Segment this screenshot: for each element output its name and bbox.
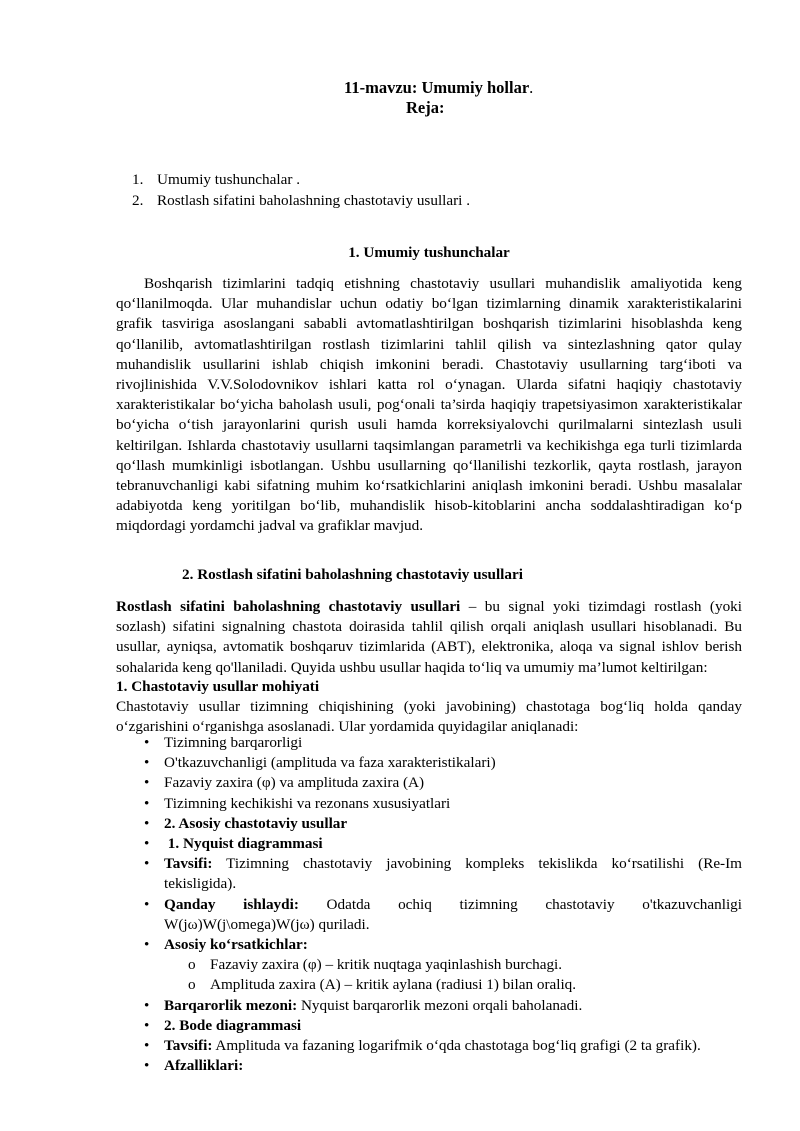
list-item: • Qanday ishlaydi: Odatda ochiq tizimning chastotaviy o'tkazuvchanligi W(jω)W(j\omega)W(jω) quriladi. <box>144 895 742 933</box>
plan-item: 2. Rostlash sifatini baholashning chastotaviy usullari . <box>132 192 470 209</box>
list-item: • Asosiy ko‘rsatkichlar: <box>144 936 308 954</box>
list-item: • Fazaviy zaxira (φ) va amplituda zaxira (A) <box>144 774 425 792</box>
section-1-paragraph: Boshqarish tizimlarini tadqiq etishning chastotaviy usullari muhandislik amaliyotida keng qo‘llanilmoqda. Ular muhandislar uchun odatiy bo‘lgan tizimlarning dinamik xarakteristikalarini grafik tasviriga asoslangani sababli avtomatlashtirilgan boshqarish tizimlarini hisoblashda keng qo‘llanilib, avtomatlashtirilgan rostlash tizimlarini tahlil qilish va sintezlashning qator qulay muhandislik usullarini ishlab chiqish imkonini beradi. Chastotaviy usullarning targ‘iboti va rivojlinishida V.V.Solodovnikov ishlari katta rol o‘ynagan. Ularda sifatni haqiqiy chastotaviy xarakteristikalar bo‘yicha baholash usuli, pog‘onali ta’sirda haqiqiy trapetsiyasimon xarakteristikalar bo‘yicha o‘tish jarayonlarini qurish usuli hamda korreksiyalovchi qurilmalarni sintezlash usuli keltirilgan. Ishlarda chastotaviy usullarni taqsimlangan parametrli va kechikishga ega turli tizimlarda qo‘llash mumkinligi isbotlangan. Ushbu usullarning qo‘llanilishi tezkorlik, qayta rostlash, jarayon tebranuvchanligi kabi sifatning muhim ko‘rsatkichlarini aniqlash imkonini beradi. Ushbu masalalar adabiyotda keng yoritilgan bo‘lib, muhandislik hisob-kitoblarini ancha soddalashtiradigan ko‘p miqdordagi yordamchi jadval va grafiklar mavjud. <box>116 275 742 535</box>
plan-title: Reja: <box>406 98 445 117</box>
topic-title: 11-mavzu: Umumiy hollar. <box>344 78 534 97</box>
list-item: • Tavsifi: Tizimning chastotaviy javobining kompleks tekislikda ko‘rsatilishi (Re-Im tekisligida). <box>144 855 742 893</box>
subsection-heading: 1. Chastotaviy usullar mohiyati <box>116 678 320 695</box>
list-item: • 1. Nyquist diagrammasi <box>144 835 323 853</box>
section-2-heading: 2. Rostlash sifatini baholashning chastotaviy usullari <box>182 566 523 583</box>
list-item: • Tizimning barqarorligi <box>144 734 303 751</box>
list-item: • Barqarorlik mezoni: Nyquist barqarorlik mezoni orqali baholanadi. <box>144 996 583 1014</box>
list-item: • Tizimning kechikishi va rezonans xususiyatlari <box>144 794 451 812</box>
plan-list <box>132 170 470 212</box>
list-item: • Afzalliklari: <box>144 1057 244 1075</box>
list-item: • 2. Bode diagrammasi <box>144 1016 302 1034</box>
list-item: • 2. Asosiy chastotaviy usullar <box>144 814 348 832</box>
section-1-heading: 1. Umumiy tushunchalar <box>348 244 510 261</box>
section-2-intro: Rostlash sifatini baholashning chastotaviy usullari – bu signal yoki tizimdagi rostlash (yoki sozlash) sifatini signalning chastota doirasida tahlil qilish orqali aniqlash usullari hisoblanadi. Bu usullar, ayniqsa, avtomatik boshqaruv tizimlarida (ABT), elektronika, aloqa va signal ishlov berish sohalarida keng qo'llaniladi. Quyida ushbu usullar haqida to‘liq va umumiy ma’lumot keltirilgan: <box>116 598 742 676</box>
list-item: • O'tkazuvchanligi (amplituda va faza xarakteristikalari) <box>144 754 496 772</box>
bullet-list <box>116 733 742 1076</box>
subsection-paragraph: Chastotaviy usullar tizimning chiqishining (yoki javobining) chastotaga bog‘liq holda qanday o‘zgarishini o‘rganishga asoslanadi. Ular yordamida quyidagilar aniqlanadi: <box>116 698 742 736</box>
list-item: • Tavsifi: Amplituda va fazaning logarifmik o‘qda chastotaga bog‘liq grafigi (2 ta grafik). <box>144 1037 701 1055</box>
sub-list-item: o Fazaviy zaxira (φ) – kritik nuqtaga yaqinlashish burchagi. <box>188 956 563 974</box>
plan-item: 1. Umumiy tushunchalar . <box>132 171 300 188</box>
sub-list-item: o Amplituda zaxira (A) – kritik aylana (radiusi 1) bilan oraliq. <box>188 976 577 994</box>
